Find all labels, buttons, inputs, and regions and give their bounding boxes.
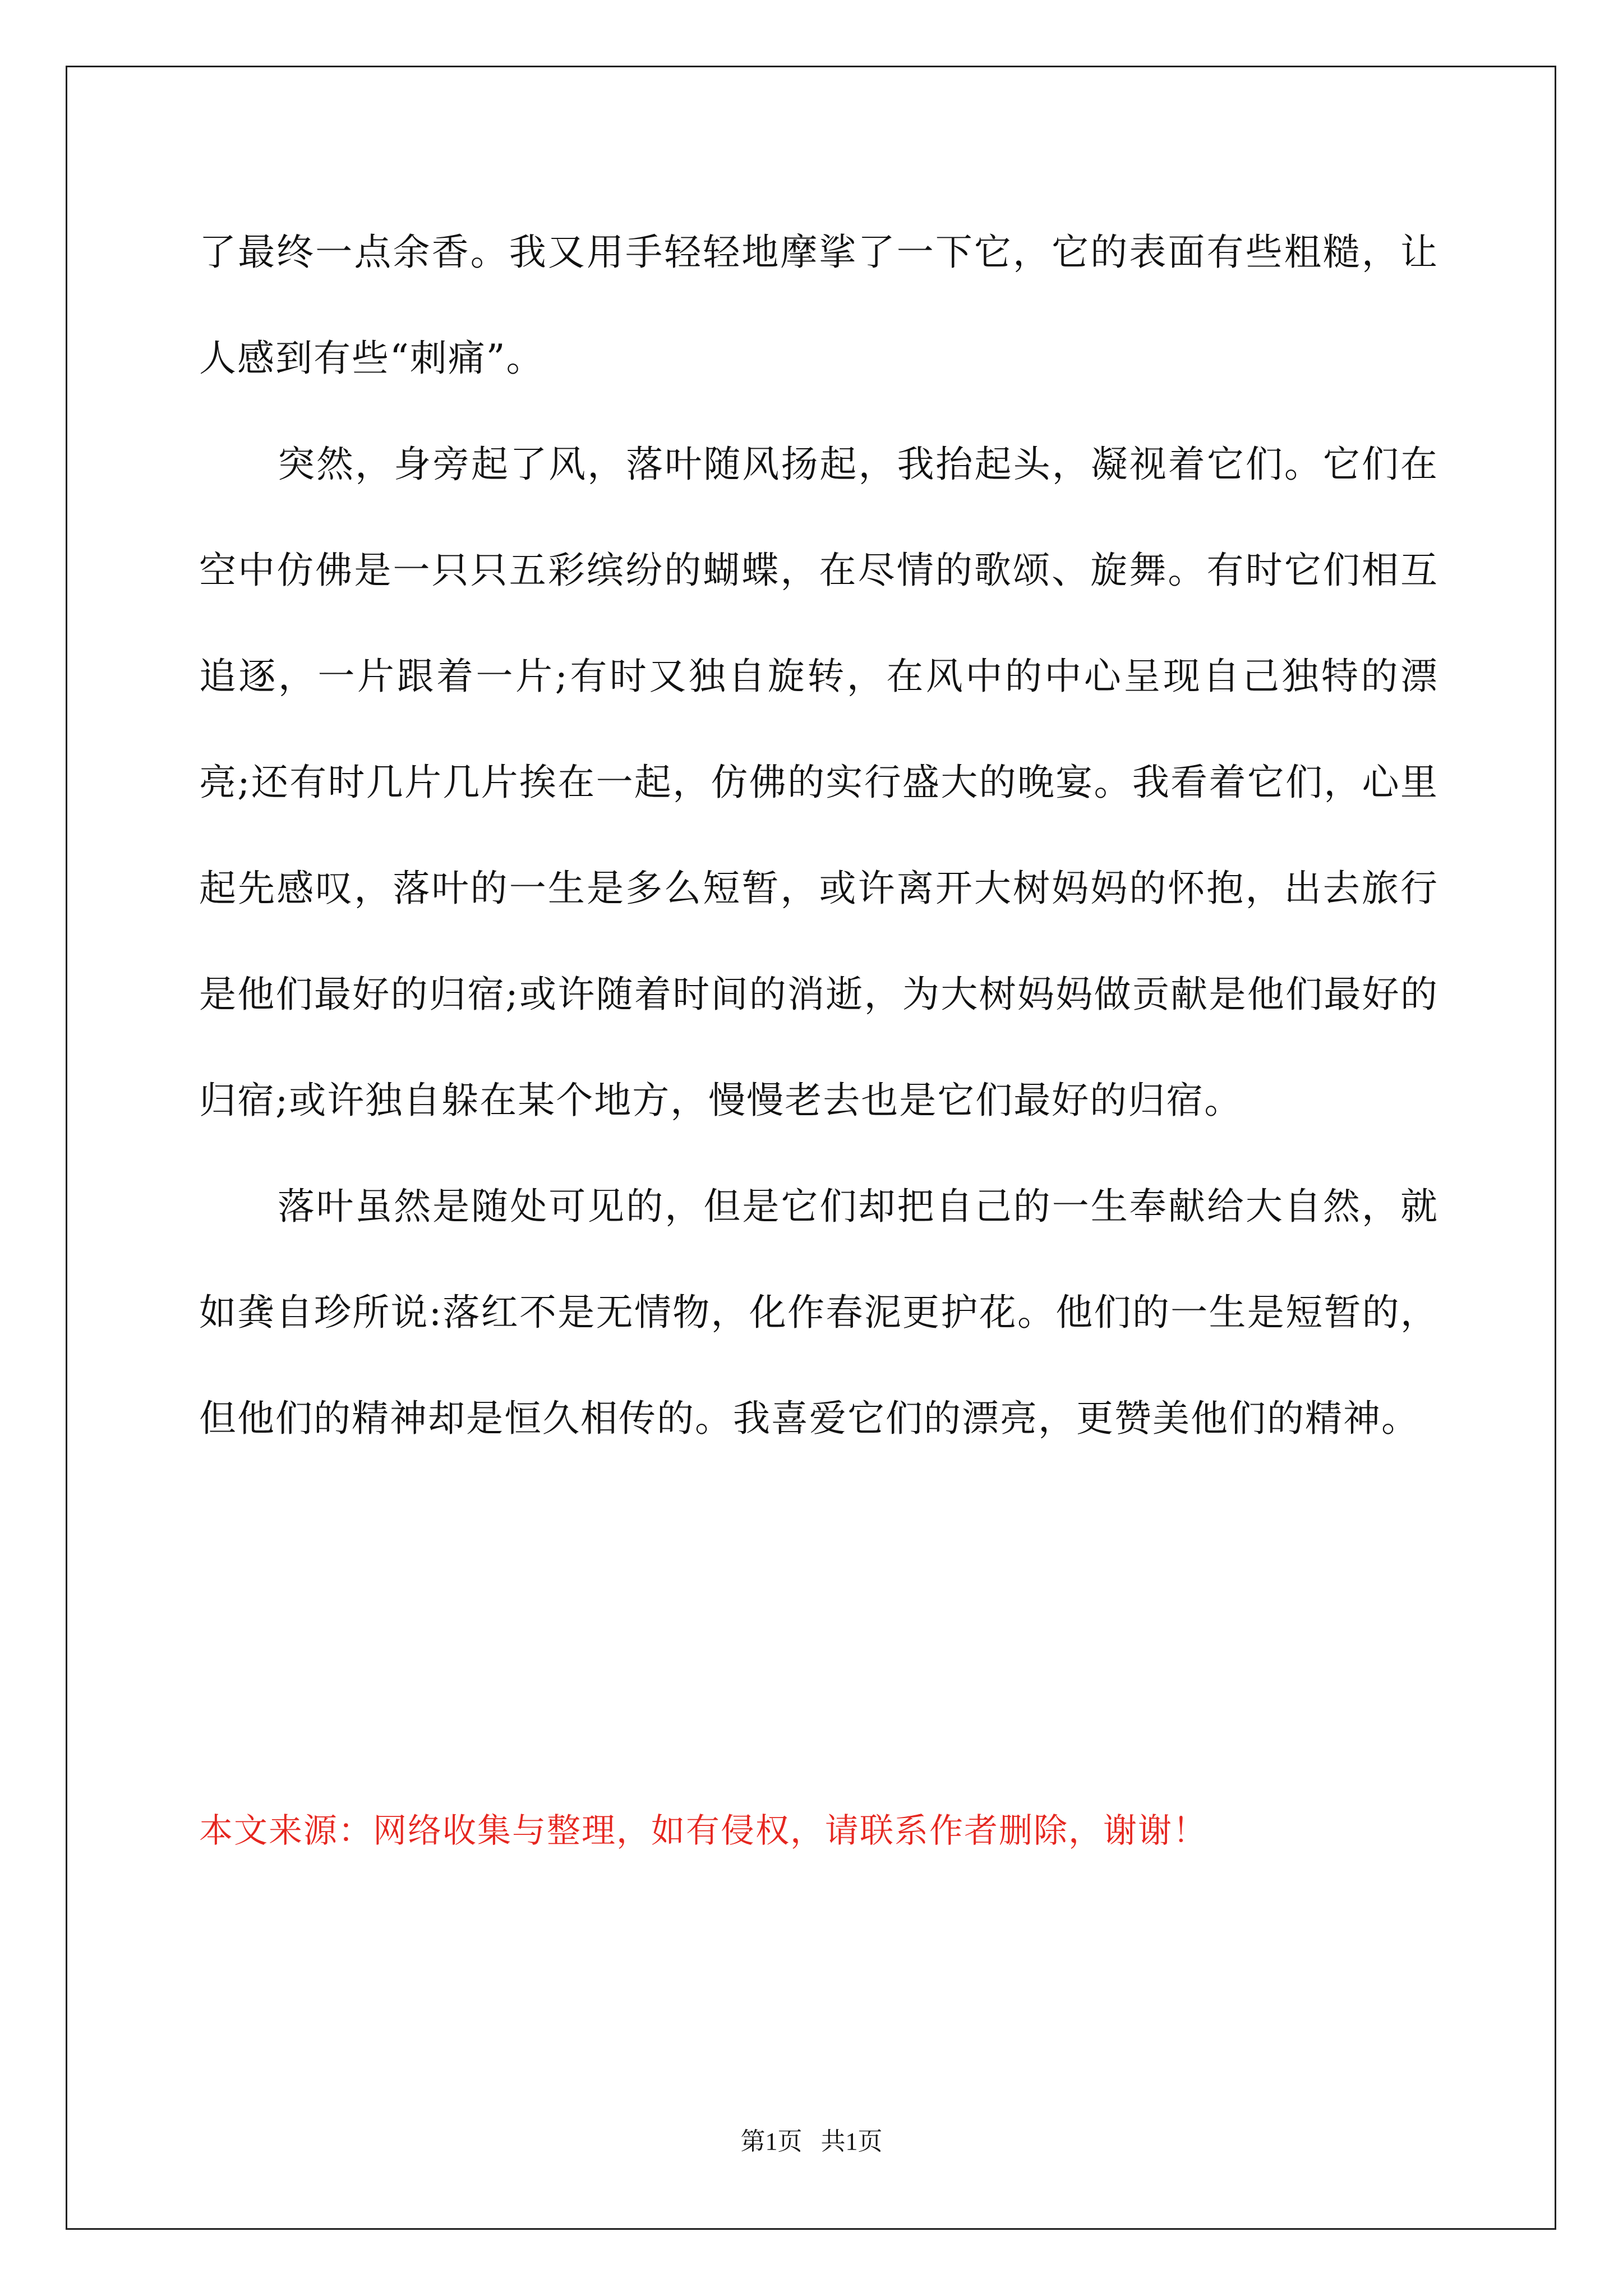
page-number-footer: 第1页 共1页 bbox=[740, 2128, 883, 2155]
paragraph-wind-and-leaves: 突然，身旁起了风，落叶随风扬起，我抬起头，凝视着它们。它们在空中仿佛是一只只五彩缤纷的蝴蝶，在尽情的歌颂、旋舞。有时它们相互追逐，一片跟着一片;有时又独自旋转，在风中的中心呈现自己独特的漂亮;还有时几片几片挨在一起，仿佛的实行盛大的晚宴。我看着它们，心里起先感叹，落叶的一生是多么短暂，或许离开大树妈妈的怀抱，出去旅行是他们最好的归宿;或许随着时间的消逝，为大树妈妈做贡献是他们最好的归宿;或许独自躲在某个地方，慢慢老去也是它们最好的归宿。 bbox=[199, 443, 1438, 1122]
paragraph-conclusion: 落叶虽然是随处可见的，但是它们却把自己的一生奉献给大自然，就如龚自珍所说:落红不是无情物，化作春泥更护花。他们的一生是短暂的，但他们的精神却是恒久相传的。我喜爱它们的漂亮，更赞美他们的精神。 bbox=[199, 1185, 1438, 1440]
source-note: 本文来源：网络收集与整理，如有侵权，请联系作者删除，谢谢！ bbox=[199, 1811, 1207, 1851]
paragraph-continuation: 了最终一点余香。我又用手轻轻地摩挲了一下它，它的表面有些粗糙，让人感到有些“刺痛”。 bbox=[199, 231, 1438, 380]
document-body bbox=[199, 199, 1438, 1471]
